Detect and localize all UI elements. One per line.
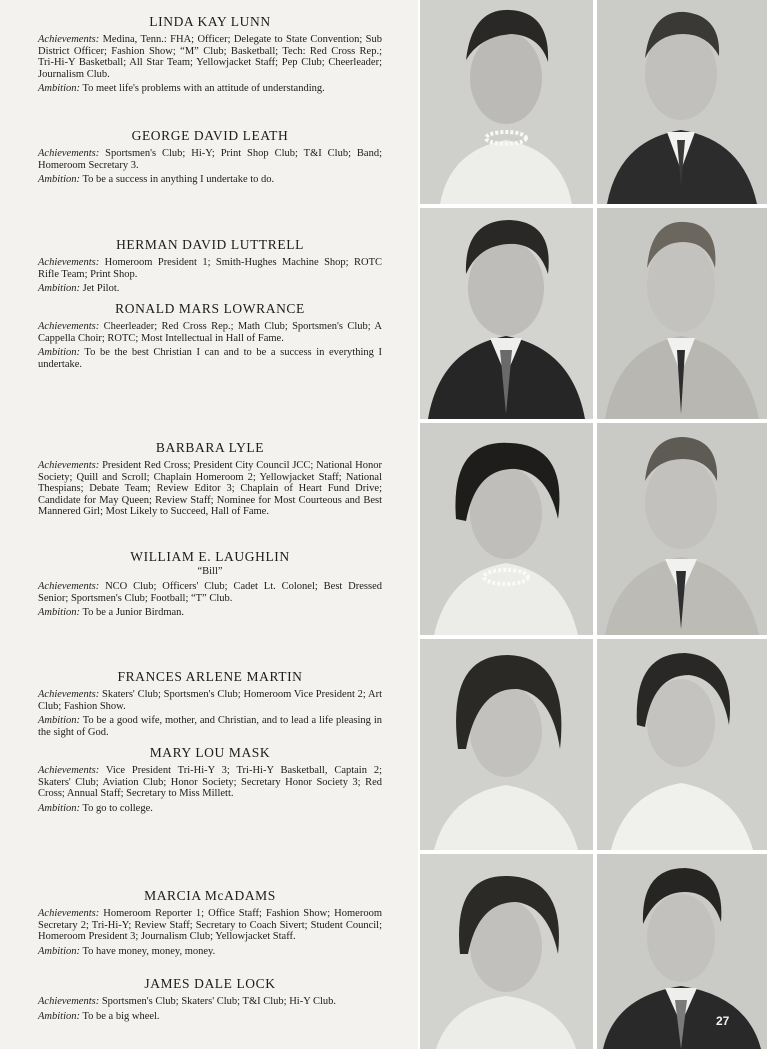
ambition-label: Ambition: [38, 1010, 80, 1022]
achievements-text: Homeroom Reporter 1; Office Staff; Fashion Show; Homeroom Secretary 2; Tri-Hi-Y; Review Staff; Secretary to Coach Sivert; Student Council; Homeroom President 3; Journalism Club; Yellowjacket Staff. [38, 908, 382, 943]
ambition-label: Ambition: [38, 174, 80, 186]
achievements-text: Cheerleader; Red Cross Rep.; Math Club; Sportsmen's Club; A Cappella Choir; ROTC; Most Intellectual in Hall of Fame. [38, 321, 383, 344]
ambition-text: To meet life's problems with an attitude of understanding. [82, 83, 325, 95]
senior-name: JAMES DALE LOCK [144, 976, 276, 991]
ambition [38, 607, 382, 619]
senior-entry [38, 301, 382, 373]
portrait-photo [597, 423, 767, 635]
ambition-label: Ambition: [38, 347, 80, 359]
page-number: 27 [716, 1014, 730, 1028]
achievements-text: Vice President Tri-Hi-Y 3; Tri-Hi-Y Basketball, Captain 2; Skaters' Club; Aviation Club; Honor Society; Secretary Honor Society 3; Red Cross; Annual Staff; Secretary to Miss Millett. [38, 765, 382, 800]
achievements-label: Achievements: [38, 257, 100, 268]
senior-entry [38, 669, 382, 741]
portrait-photo [597, 639, 767, 850]
achievements-text: Sportsmen's Club; Skaters' Club; T&I Club; Hi-Y Club. [101, 996, 337, 1007]
achievements-text: Homeroom President 1; Smith-Hughes Machine Shop; ROTC Rifle Team; Print Shop. [38, 257, 383, 280]
portrait-photo [420, 208, 593, 419]
senior-entry [38, 440, 382, 521]
ambition [38, 803, 382, 815]
ambition [38, 1011, 382, 1023]
achievements [38, 321, 382, 344]
ambition-text: To be a good wife, mother, and Christian, and to lead a life pleasing in the sight of God. [38, 715, 383, 738]
senior-entry [38, 549, 382, 622]
portrait-photo [420, 423, 593, 635]
achievements [38, 34, 382, 80]
ambition-label: Ambition: [38, 715, 80, 727]
ambition-label: Ambition: [38, 283, 80, 295]
ambition [38, 283, 382, 295]
ambition-label: Ambition: [38, 802, 80, 814]
achievements [38, 996, 382, 1008]
senior-entry [38, 745, 382, 817]
achievements [38, 765, 382, 800]
ambition-label: Ambition: [38, 945, 80, 957]
achievements-label: Achievements: [38, 689, 100, 700]
senior-entry [38, 888, 382, 960]
achievements-text: Skaters' Club; Sportsmen's Club; Homeroom Vice President 2; Art Club; Fashion Show. [38, 689, 382, 712]
achievements-text: President Red Cross; President City Council JCC; National Honor Society; Quill and Scroll; Chaplain Homeroom 2; Yellowjacket Staff; National Thespians; Debate Team; Review Editor 3; Chaplain of Heart Fund Drive; Candidate for May Queen; Review Staff; Nominee for Most Courteous and Best Mannered Girl; Most Likely to Succeed, Hall of Fame. [38, 460, 382, 518]
achievements [38, 689, 382, 712]
ambition [38, 946, 382, 958]
ambition-text: Jet Pilot. [82, 283, 120, 295]
ambition-text: To be the best Christian I can and to be a success in everything I undertake. [38, 347, 382, 370]
portrait-photo [597, 0, 767, 204]
senior-name: GEORGE DAVID LEATH [131, 128, 289, 143]
achievements [38, 581, 382, 604]
ambition-text: To go to college. [82, 802, 153, 814]
ambition-text: To be a big wheel. [82, 1010, 160, 1022]
achievements [38, 257, 382, 280]
senior-name: MARY LOU MASK [149, 745, 271, 760]
ambition [38, 83, 382, 95]
achievements [38, 908, 382, 943]
achievements-label: Achievements: [38, 996, 100, 1007]
ambition-text: To be a success in anything I undertake to do. [82, 174, 275, 186]
ambition [38, 347, 382, 370]
achievements-label: Achievements: [38, 321, 100, 332]
achievements-label: Achievements: [38, 460, 100, 471]
senior-entry [38, 128, 382, 189]
senior-name: LINDA KAY LUNN [149, 14, 271, 29]
achievements-text: Sportsmen's Club; Hi-Y; Print Shop Club; T&I Club; Band; Homeroom Secretary 3. [38, 148, 383, 171]
portrait-photo [597, 854, 767, 1049]
portrait-photo [597, 208, 767, 419]
achievements [38, 460, 382, 518]
achievements-text: NCO Club; Officers' Club; Cadet Lt. Colonel; Best Dressed Senior; Sportsmen's Club; Football; “T” Club. [38, 581, 382, 604]
ambition [38, 174, 382, 186]
achievements [38, 148, 382, 171]
senior-entry [38, 237, 382, 298]
portrait-photo [420, 0, 593, 204]
senior-name: HERMAN DAVID LUTTRELL [116, 237, 304, 252]
portrait-grid [418, 0, 767, 1049]
achievements-label: Achievements: [38, 908, 100, 919]
senior-name: MARCIA McADAMS [144, 888, 276, 903]
senior-name: FRANCES ARLENE MARTIN [117, 669, 303, 684]
portrait-photo [420, 639, 593, 850]
achievements-label: Achievements: [38, 765, 100, 776]
senior-name: BARBARA LYLE [155, 440, 265, 455]
senior-entry [38, 976, 382, 1025]
achievements-text: Medina, Tenn.: FHA; Officer; Delegate to State Convention; Sub District Officer; Fashion Show; “M” Club; Basketball; Tech: Red Cross Rep.; Tri-Hi-Y Basketball; All Star Team; Yellowjacket Staff; Pep Club; Cheerleader; Journalism Club. [38, 34, 382, 80]
achievements-label: Achievements: [38, 148, 100, 159]
portrait-photo [420, 854, 593, 1049]
senior-name: WILLIAM E. LAUGHLIN [130, 549, 290, 564]
ambition-label: Ambition: [38, 607, 80, 619]
senior-name: RONALD MARS LOWRANCE [115, 301, 305, 316]
ambition [38, 715, 382, 738]
ambition-text: To have money, money, money. [82, 945, 216, 957]
achievements-label: Achievements: [38, 581, 100, 592]
senior-nickname: “Bill” [197, 566, 223, 577]
achievements-label: Achievements: [38, 34, 100, 45]
ambition-text: To be a Junior Birdman. [82, 607, 185, 619]
ambition-label: Ambition: [38, 83, 80, 95]
senior-entry [38, 14, 382, 98]
